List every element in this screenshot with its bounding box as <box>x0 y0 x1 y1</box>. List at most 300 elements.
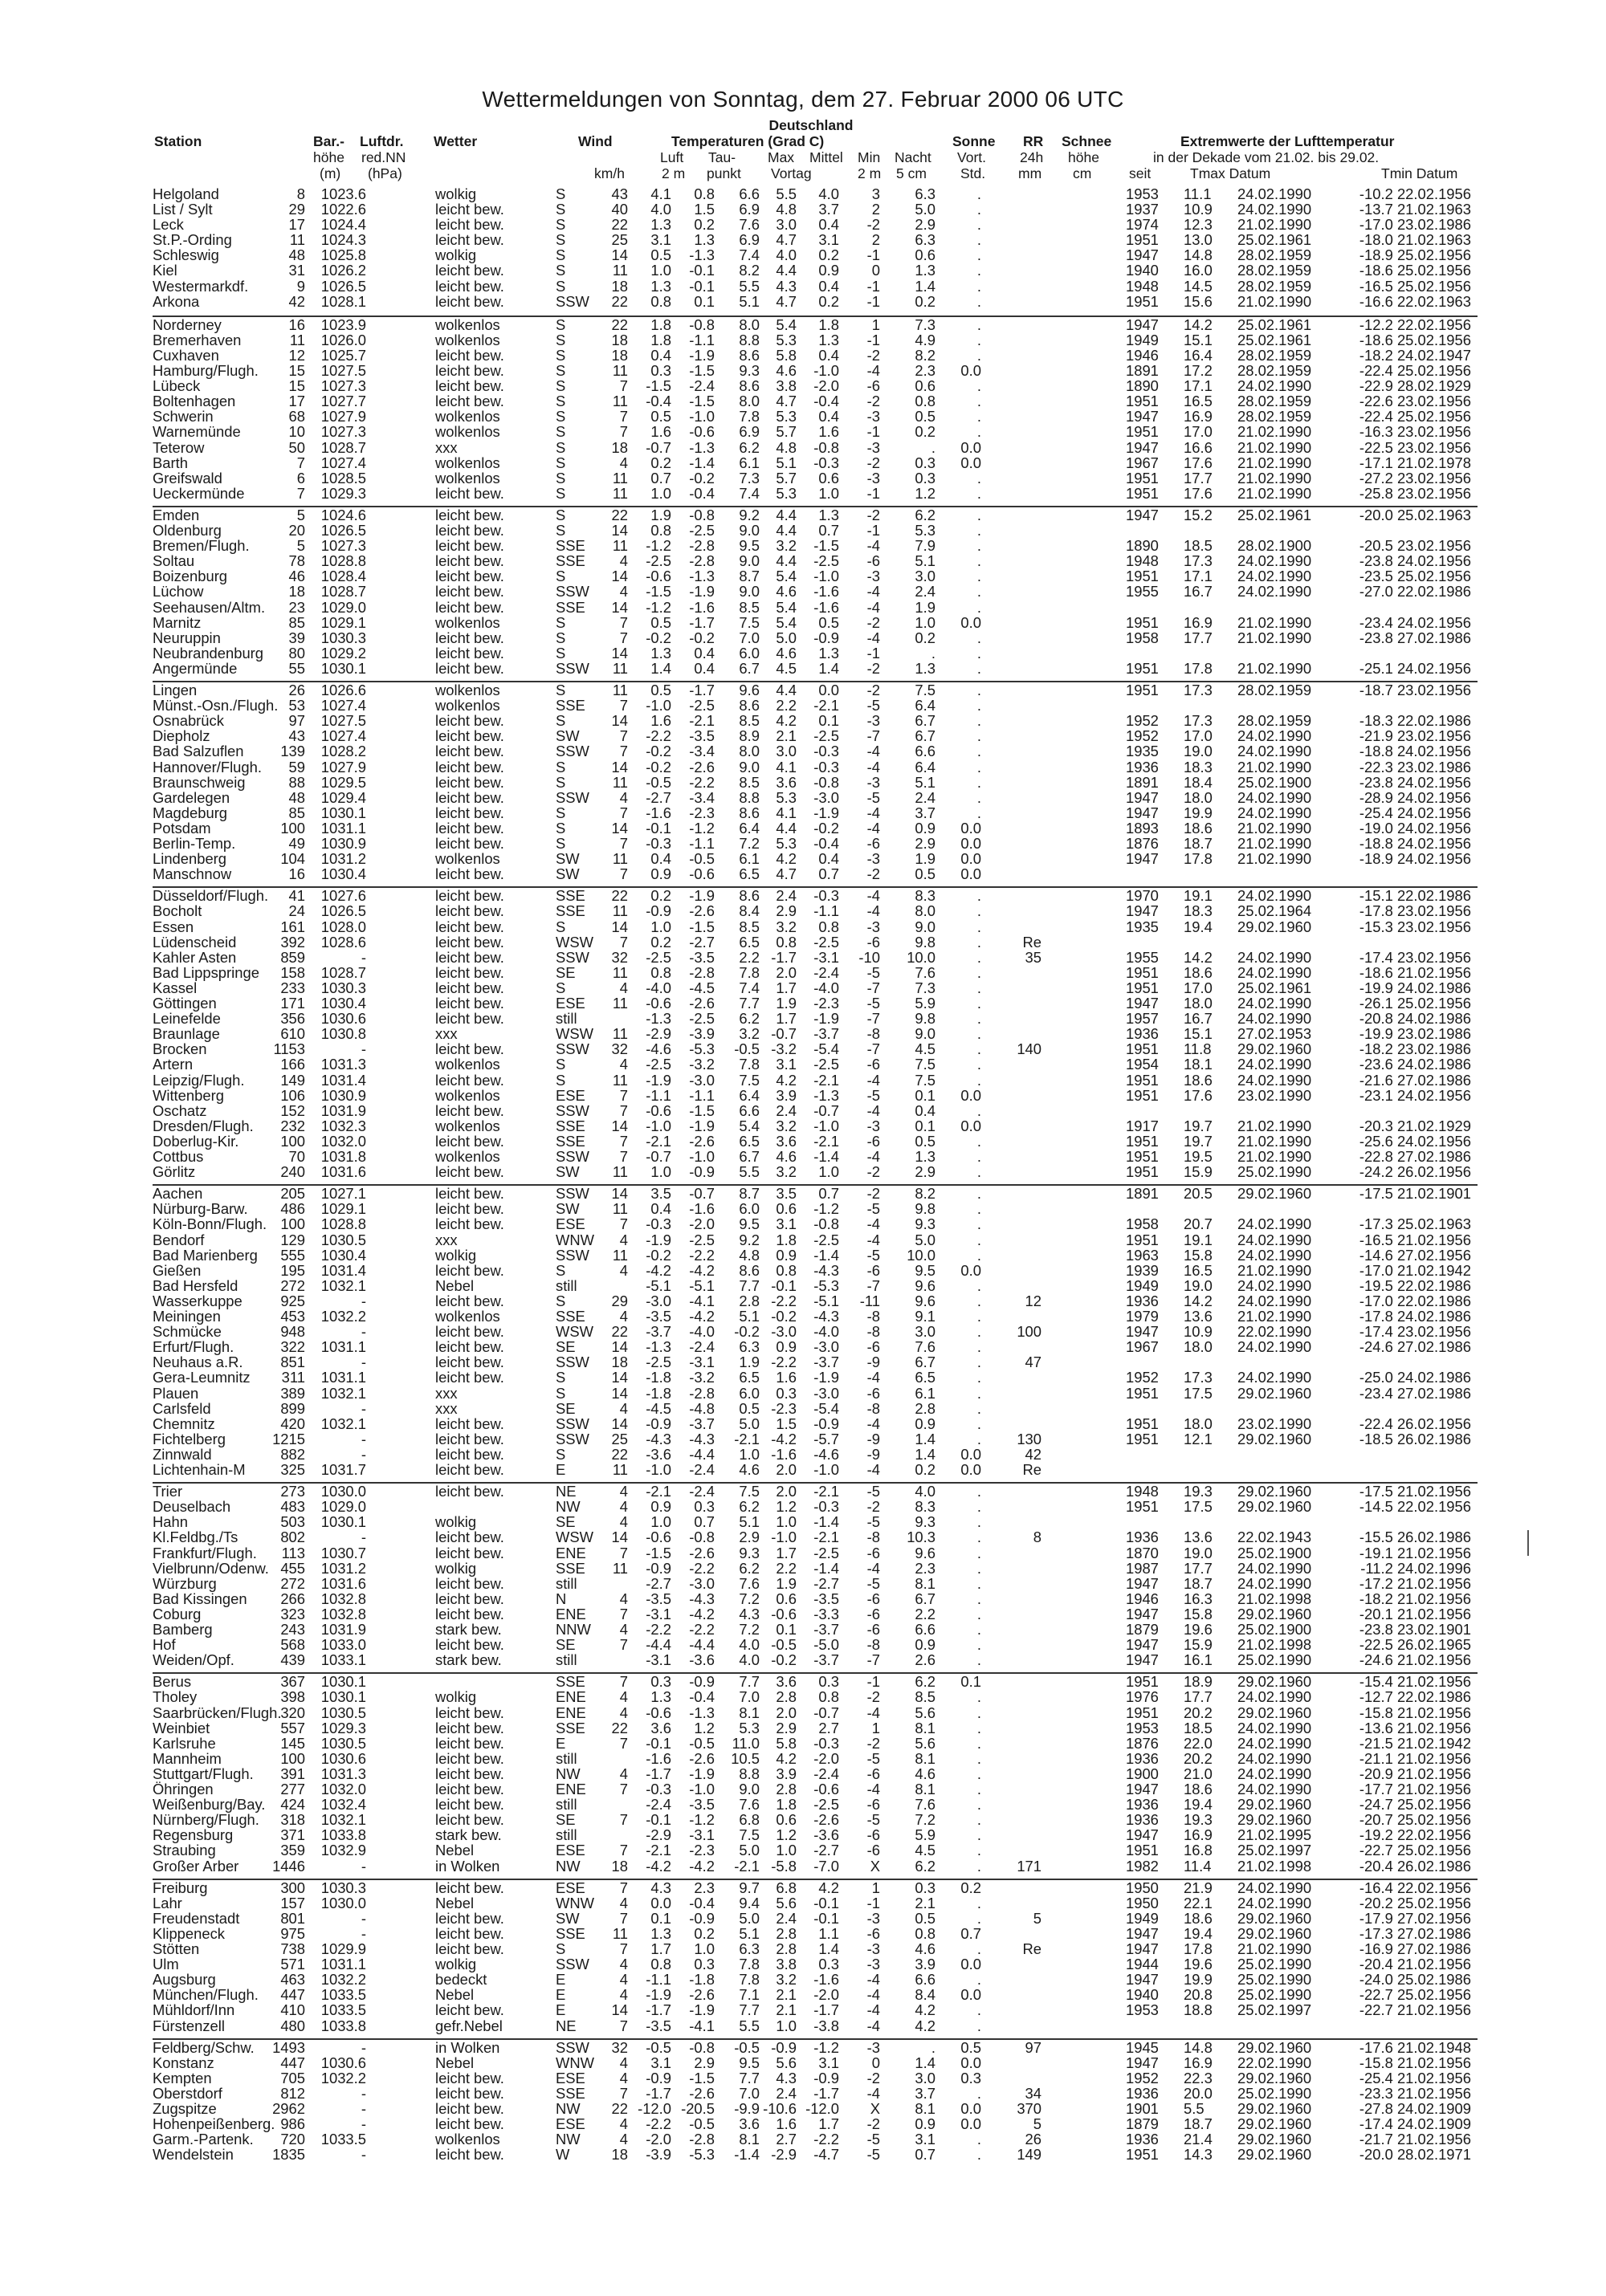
mean-temp: 2.8 <box>776 1924 797 1942</box>
night-min-temp: -3 <box>866 1909 880 1927</box>
air-temp: 0.4 <box>650 850 671 868</box>
snow-depth: 26 <box>1025 2131 1041 2148</box>
night-min-temp: -3 <box>866 438 880 456</box>
tmax-value: 20.2 <box>1184 1704 1213 1721</box>
table-row <box>153 538 1478 553</box>
record-since: 1951 <box>1126 1842 1159 1859</box>
min-temp: -1.6 <box>813 583 839 600</box>
wind-speed: 22 <box>611 1719 628 1736</box>
station-name: Leinefelde <box>153 1010 221 1028</box>
sunshine-hours: 2.1 <box>915 1894 935 1911</box>
pressure: 1027.4 <box>320 454 366 471</box>
wind-direction: still <box>556 1574 577 1592</box>
wind-direction: S <box>556 507 566 523</box>
tmax-date: 28.02.1959 <box>1237 393 1312 410</box>
tmin-record: -23.8 27.02.1986 <box>1359 629 1471 646</box>
precipitation: 0.0 <box>960 1261 981 1279</box>
tmax-date: 24.02.1990 <box>1237 568 1312 585</box>
min-temp: -2.4 <box>813 963 839 981</box>
tmin-record: -18.8 24.02.1956 <box>1359 743 1471 760</box>
max-temp: 6.3 <box>739 1940 760 1958</box>
wind-direction: S <box>556 408 566 425</box>
wind-direction: WSW <box>556 1323 593 1341</box>
pressure: 1027.3 <box>320 377 366 395</box>
air-temp: -0.1 <box>646 819 671 837</box>
tmax-date: 25.02.1964 <box>1237 902 1312 920</box>
precipitation: . <box>976 948 981 966</box>
snow-depth: 5 <box>1033 1909 1041 1927</box>
air-temp: 1.7 <box>650 1940 671 1958</box>
tmax-date: 28.02.1959 <box>1237 346 1312 364</box>
night-min-temp: -5 <box>866 2131 880 2148</box>
wind-direction: SE <box>556 1399 576 1417</box>
table-row <box>153 486 1478 501</box>
header-seit: seit <box>1129 165 1152 181</box>
night-min-temp: -5 <box>866 788 880 806</box>
precipitation: . <box>976 1605 981 1622</box>
precipitation: . <box>976 292 981 310</box>
wind-speed: 4 <box>619 1971 628 1989</box>
table-row <box>153 348 1478 363</box>
tmax-date: 21.02.1990 <box>1237 469 1312 486</box>
precipitation: . <box>976 1621 981 1639</box>
pressure: 1028.8 <box>320 1215 366 1233</box>
wind-direction: S <box>556 1071 566 1089</box>
tmax-date: 24.02.1990 <box>1237 1071 1312 1089</box>
tmax-value: 18.5 <box>1184 1719 1213 1736</box>
record-since: 1951 <box>1126 979 1159 996</box>
max-temp: 2.2 <box>739 948 760 966</box>
sunshine-hours: 1.9 <box>915 598 935 616</box>
night-min-temp: -6 <box>866 835 880 853</box>
precipitation: . <box>976 1415 981 1432</box>
table-row <box>153 1858 1478 1874</box>
station-height: 17 <box>288 393 305 410</box>
mean-temp: 0.3 <box>776 1384 797 1402</box>
precipitation: . <box>976 773 981 791</box>
tmax-value: 17.7 <box>1184 629 1213 646</box>
station-height: 17 <box>288 216 305 234</box>
max-temp: 7.7 <box>739 2069 760 2086</box>
max-temp: 7.5 <box>739 1826 760 1844</box>
country-label: Deutschland <box>768 117 854 133</box>
sunshine-hours: 7.5 <box>915 682 935 699</box>
weather: leicht bew. <box>435 1338 504 1356</box>
station-name: Gießen <box>153 1261 202 1279</box>
night-min-temp: -4 <box>866 758 880 776</box>
air-temp: -0.9 <box>646 902 671 920</box>
station-height: 16 <box>288 315 305 333</box>
tmin-record: -19.0 24.02.1956 <box>1359 819 1471 837</box>
station-height: 48 <box>288 788 305 806</box>
air-temp: -3.5 <box>646 1308 671 1325</box>
mean-temp: 5.4 <box>776 613 797 631</box>
weather: leicht bew. <box>435 743 504 760</box>
sunshine-hours: 3.1 <box>915 2131 935 2148</box>
mean-temp: 0.6 <box>776 1590 797 1607</box>
table-row <box>153 2018 1478 2033</box>
precipitation: 0.0 <box>960 1117 981 1134</box>
station-height: 9 <box>296 277 305 295</box>
tmax-date: 24.02.1990 <box>1237 995 1312 1012</box>
air-temp: 0.5 <box>650 408 671 425</box>
weather: leicht bew. <box>435 727 504 745</box>
station-name: Norderney <box>153 315 222 333</box>
station-height: 158 <box>280 963 305 981</box>
table-row <box>153 1309 1478 1324</box>
precipitation: . <box>976 743 981 760</box>
snow-depth: 34 <box>1025 2084 1041 2102</box>
station-name: Braunlage <box>153 1025 220 1043</box>
pressure: 1024.6 <box>320 507 366 523</box>
air-temp: -2.5 <box>646 948 671 966</box>
table-row <box>153 217 1478 232</box>
record-since: 1951 <box>1126 1071 1159 1089</box>
pressure: 1027.4 <box>320 697 366 714</box>
table-row <box>153 919 1478 934</box>
min-temp: -2.1 <box>813 1071 839 1089</box>
dew-point: -1.7 <box>689 682 715 699</box>
pressure: 1029.1 <box>320 613 366 631</box>
record-since: 1947 <box>1126 1651 1159 1669</box>
station-name: Weinbiet <box>153 1719 210 1736</box>
table-row <box>153 934 1478 950</box>
pressure: 1026.2 <box>320 262 366 279</box>
sunshine-hours: 8.3 <box>915 1498 935 1516</box>
night-min-temp: -1 <box>866 484 880 502</box>
sunshine-hours: 6.3 <box>915 185 935 202</box>
pressure: 1030.6 <box>320 2054 366 2071</box>
station-name: Bendorf <box>153 1231 205 1248</box>
sunshine-hours: 8.1 <box>915 1719 935 1736</box>
weather: leicht bew. <box>435 644 504 662</box>
station-name: Greifswald <box>153 469 222 486</box>
wind-direction: S <box>556 1056 566 1073</box>
table-row <box>153 1354 1478 1370</box>
wind-direction: still <box>556 1796 577 1814</box>
precipitation: 0.0 <box>960 865 981 883</box>
record-since: 1947 <box>1126 1323 1159 1341</box>
night-min-temp: -8 <box>866 1025 880 1043</box>
min-temp: -1.9 <box>813 1369 839 1386</box>
precipitation: . <box>976 644 981 662</box>
mean-temp: -10.6 <box>763 2100 797 2118</box>
air-temp: -1.8 <box>646 1369 671 1386</box>
station-name: Manschnow <box>153 865 232 883</box>
snow-depth: 8 <box>1033 1529 1041 1546</box>
wind-direction: S <box>556 246 566 264</box>
wind-direction: SSE <box>556 1673 585 1691</box>
max-temp: 7.7 <box>739 995 760 1012</box>
dew-point: -1.0 <box>689 408 715 425</box>
sunshine-hours: . <box>931 438 935 456</box>
tmin-record: -17.0 22.02.1986 <box>1359 1292 1471 1309</box>
night-min-temp: -2 <box>866 1688 880 1706</box>
tmin-record: -18.2 23.02.1986 <box>1359 1040 1471 1058</box>
night-min-temp: -5 <box>866 1246 880 1264</box>
night-min-temp: -3 <box>866 2038 880 2056</box>
min-temp: -1.0 <box>813 362 839 380</box>
tmax-date: 24.02.1990 <box>1237 1010 1312 1028</box>
station-group <box>153 506 1478 676</box>
pressure: 1026.6 <box>320 682 366 699</box>
record-since: 1949 <box>1126 1276 1159 1294</box>
tmin-record: -25.8 23.02.1956 <box>1359 484 1471 502</box>
air-temp: 0.3 <box>650 362 671 380</box>
tmax-value: 17.3 <box>1184 1369 1213 1386</box>
table-row <box>153 728 1478 743</box>
station-height: 398 <box>280 1688 305 1706</box>
wind-speed: 32 <box>611 2038 628 2056</box>
precipitation: . <box>976 2017 981 2034</box>
sunshine-hours: 3.7 <box>915 2084 935 2102</box>
mean-temp: 4.3 <box>776 277 797 295</box>
station-height: 356 <box>280 1010 305 1028</box>
sunshine-hours: 5.0 <box>915 201 935 218</box>
tmax-value: 20.5 <box>1184 1185 1213 1203</box>
sunshine-hours: 9.8 <box>915 933 935 951</box>
tmax-date: 24.02.1990 <box>1237 788 1312 806</box>
tmax-date: 29.02.1960 <box>1237 2131 1312 2148</box>
pressure: 1030.9 <box>320 835 366 853</box>
tmax-date: 24.02.1990 <box>1237 1276 1312 1294</box>
wind-speed: 22 <box>611 216 628 234</box>
tmax-date: 24.02.1990 <box>1237 948 1312 966</box>
header-schnee-hoehe: höhe <box>1068 149 1099 165</box>
max-temp: 8.5 <box>739 918 760 935</box>
table-row <box>153 1911 1478 1926</box>
max-temp: 6.1 <box>739 850 760 868</box>
station-name: Osnabrück <box>153 712 224 730</box>
pressure: 1032.4 <box>320 1796 366 1814</box>
wind-direction: ESE <box>556 2069 585 2086</box>
station-name: Braunschweig <box>153 773 246 791</box>
precipitation: 0.1 <box>960 1673 981 1691</box>
record-since: 1945 <box>1126 2038 1159 2056</box>
air-temp: -1.9 <box>646 1986 671 2004</box>
night-min-temp: -9 <box>866 1354 880 1371</box>
wind-speed: 4 <box>619 1513 628 1531</box>
weather: xxx <box>435 438 458 456</box>
air-temp: -4.2 <box>646 1261 671 1279</box>
wind-speed: 7 <box>619 1842 628 1859</box>
sunshine-hours: 1.3 <box>915 262 935 279</box>
wind-direction: W <box>556 2146 570 2164</box>
weather: leicht bew. <box>435 522 504 539</box>
mean-temp: 5.3 <box>776 788 797 806</box>
max-temp: 7.4 <box>739 979 760 996</box>
table-row <box>153 1103 1478 1118</box>
mean-temp: 1.0 <box>776 1513 797 1531</box>
tmax-value: 17.6 <box>1184 484 1213 502</box>
mean-temp: 4.0 <box>776 246 797 264</box>
sunshine-hours: 8.0 <box>915 902 935 920</box>
tmax-date: 25.02.1997 <box>1237 1842 1312 1859</box>
precipitation: 0.0 <box>960 2054 981 2071</box>
station-name: Bremerhaven <box>153 331 242 348</box>
sunshine-hours: 0.9 <box>915 819 935 837</box>
precipitation: 0.5 <box>960 2038 981 2056</box>
night-min-temp: -6 <box>866 1924 880 1942</box>
dew-point: -2.2 <box>689 773 715 791</box>
dew-point: -5.1 <box>689 1276 715 1294</box>
station-name: Lübeck <box>153 377 201 395</box>
max-temp: -2.1 <box>734 1430 760 1447</box>
max-temp: 5.3 <box>739 1719 760 1736</box>
wind-direction: WNW <box>556 1894 594 1911</box>
min-temp: -0.6 <box>813 1781 839 1798</box>
weather: leicht bew. <box>435 2146 504 2164</box>
station-name: Köln-Bonn/Flugh. <box>153 1215 267 1233</box>
dew-point: -2.2 <box>689 1246 715 1264</box>
mean-temp: 4.6 <box>776 1147 797 1165</box>
tmax-value: 16.0 <box>1184 262 1213 279</box>
night-min-temp: -4 <box>866 2001 880 2019</box>
wind-speed: 7 <box>619 1734 628 1752</box>
pressure: 1031.6 <box>320 1574 366 1592</box>
table-row <box>153 1088 1478 1103</box>
sunshine-hours: 2.9 <box>915 835 935 853</box>
air-temp: -0.2 <box>646 758 671 776</box>
sunshine-hours: 0.5 <box>915 1909 935 1927</box>
sunshine-hours: 0.2 <box>915 629 935 646</box>
tmax-date: 29.02.1960 <box>1237 2100 1312 2118</box>
wind-direction: S <box>556 629 566 646</box>
pressure: - <box>361 1354 366 1371</box>
wind-direction: SSE <box>556 1117 585 1134</box>
dew-point: -0.4 <box>689 1688 715 1706</box>
table-row <box>153 1622 1478 1637</box>
air-temp: -0.1 <box>646 1734 671 1752</box>
max-temp: 7.4 <box>739 484 760 502</box>
tmax-value: 17.7 <box>1184 1688 1213 1706</box>
station-height: 325 <box>280 1460 305 1478</box>
min-temp: -0.9 <box>813 2069 839 2086</box>
max-temp: 9.3 <box>739 1544 760 1561</box>
night-min-temp: -6 <box>866 1590 880 1607</box>
wind-speed: 7 <box>619 743 628 760</box>
precipitation: 0.0 <box>960 850 981 868</box>
sunshine-hours: 3.0 <box>915 2069 935 2086</box>
mean-temp: 1.7 <box>776 1544 797 1561</box>
air-temp: -4.6 <box>646 1040 671 1058</box>
dew-point: -0.1 <box>689 262 715 279</box>
table-row <box>153 1689 1478 1704</box>
wind-speed: 14 <box>611 918 628 935</box>
wind-direction: E <box>556 1971 566 1989</box>
station-height: 100 <box>280 1215 305 1233</box>
record-since: 1951 <box>1126 568 1159 585</box>
table-row <box>153 1011 1478 1026</box>
dew-point: -0.2 <box>689 629 715 646</box>
precipitation: . <box>976 568 981 585</box>
air-temp: 1.4 <box>650 659 671 677</box>
pressure: 1028.7 <box>320 583 366 600</box>
night-min-temp: -5 <box>866 1811 880 1829</box>
tmax-value: 14.2 <box>1184 1292 1213 1309</box>
tmax-value: 19.9 <box>1184 1971 1213 1989</box>
dew-point: -2.6 <box>689 2084 715 2102</box>
wind-direction: SSE <box>556 598 585 616</box>
station-height: 145 <box>280 1734 305 1752</box>
tmax-value: 10.9 <box>1184 201 1213 218</box>
tmax-value: 17.3 <box>1184 552 1213 570</box>
min-temp: 0.7 <box>818 865 839 883</box>
precipitation: . <box>976 2001 981 2019</box>
station-height: 503 <box>280 1513 305 1531</box>
wind-speed: 4 <box>619 1956 628 1973</box>
tmax-value: 15.6 <box>1184 292 1213 310</box>
max-temp: 6.7 <box>739 659 760 677</box>
air-temp: -3.0 <box>646 1292 671 1309</box>
station-name: Oldenburg <box>153 522 222 539</box>
mean-temp: 2.8 <box>776 1781 797 1798</box>
tmax-date: 29.02.1960 <box>1237 2038 1312 2056</box>
station-name: Leipzig/Flugh. <box>153 1071 245 1089</box>
table-row <box>153 1797 1478 1812</box>
wind-direction: S <box>556 262 566 279</box>
mean-temp: 2.0 <box>776 963 797 981</box>
tmin-record: -23.8 24.02.1956 <box>1359 552 1471 570</box>
air-temp: 1.3 <box>650 1688 671 1706</box>
station-height: 53 <box>288 697 305 714</box>
wind-speed: 4 <box>619 2131 628 2148</box>
weather: leicht bew. <box>435 948 504 966</box>
sunshine-hours: 4.2 <box>915 2017 935 2034</box>
record-since: 1951 <box>1126 1147 1159 1165</box>
max-temp: 9.4 <box>739 1894 760 1911</box>
station-height: 55 <box>288 659 305 677</box>
record-since: 1967 <box>1126 1338 1159 1356</box>
record-since: 1951 <box>1126 393 1159 410</box>
tmax-value: 19.0 <box>1184 743 1213 760</box>
wind-speed: 4 <box>619 2054 628 2071</box>
record-since: 1947 <box>1126 850 1159 868</box>
weather: wolkenlos <box>435 613 500 631</box>
precipitation: . <box>976 552 981 570</box>
weather: wolkenlos <box>435 1056 500 1073</box>
precipitation: . <box>976 1574 981 1592</box>
table-row <box>153 1201 1478 1216</box>
tmin-record: -21.5 21.02.1942 <box>1359 1734 1471 1752</box>
mean-temp: -3.0 <box>771 1323 797 1341</box>
sunshine-hours: 9.0 <box>915 1025 935 1043</box>
tmin-record: -18.6 25.02.1956 <box>1359 331 1471 348</box>
air-temp: -1.7 <box>646 2001 671 2019</box>
min-temp: -0.3 <box>813 887 839 905</box>
tmax-value: 20.7 <box>1184 1215 1213 1233</box>
table-row <box>153 1278 1478 1293</box>
min-temp: -12.0 <box>805 2100 839 2118</box>
table-row <box>153 1232 1478 1248</box>
snow-depth: 42 <box>1025 1445 1041 1463</box>
dew-point: -4.3 <box>689 1430 715 1447</box>
night-min-temp: -1 <box>866 246 880 264</box>
mean-temp: 4.6 <box>776 362 797 380</box>
sunshine-hours: 6.6 <box>915 743 935 760</box>
mean-temp: 5.6 <box>776 2054 797 2071</box>
tmin-record: -20.8 24.02.1986 <box>1359 1010 1471 1028</box>
tmax-date: 24.02.1990 <box>1237 727 1312 745</box>
pressure: 1027.5 <box>320 712 366 730</box>
max-temp: 3.6 <box>739 2115 760 2133</box>
station-name: Deuselbach <box>153 1498 231 1516</box>
record-since: 1974 <box>1126 216 1159 234</box>
table-row <box>153 409 1478 424</box>
station-height: 5 <box>296 507 305 523</box>
mean-temp: 3.5 <box>776 1185 797 1203</box>
tmax-value: 18.6 <box>1184 819 1213 837</box>
